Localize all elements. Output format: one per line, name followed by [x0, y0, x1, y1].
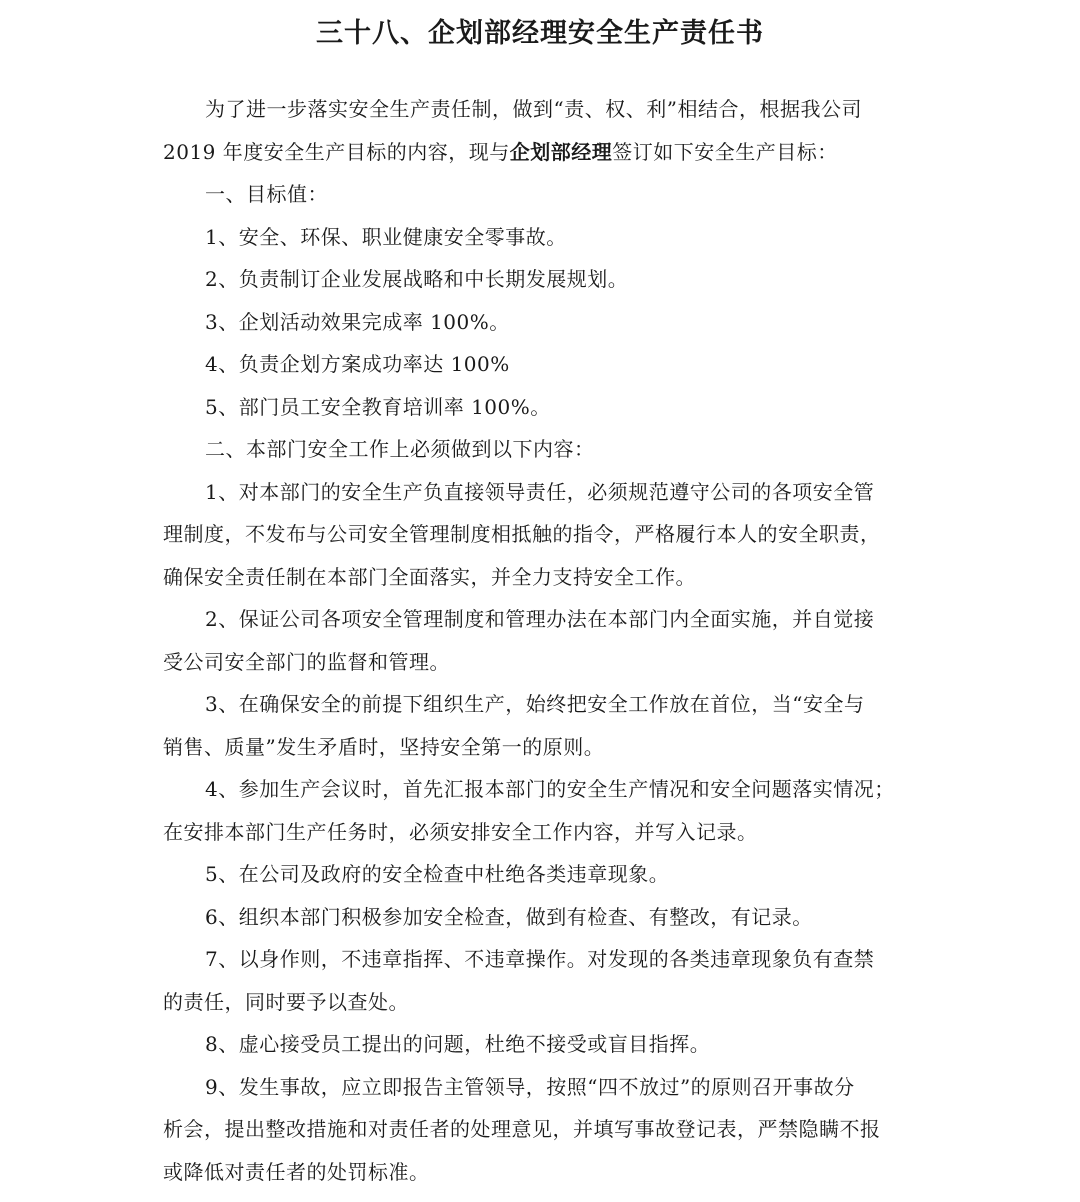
target-item: 3、企划活动效果完成率 100%。	[205, 309, 510, 334]
duty-item-line: 2、保证公司各项安全管理制度和管理办法在本部门内全面实施，并自觉接	[205, 607, 875, 631]
target-item: 5、部门员工安全教育培训率 100%。	[205, 394, 551, 419]
duty-item-line: 3、在确保安全的前提下组织生产，始终把安全工作放在首位，当“安全与	[205, 692, 865, 716]
duty-item-line: 或降低对责任者的处罚标准。	[163, 1159, 430, 1184]
intro-party-name: 企划部经理	[509, 139, 613, 164]
duty-item-line: 理制度，不发布与公司安全管理制度相抵触的指令，严格履行本人的安全职责，	[163, 522, 881, 546]
intro-line-1: 为了进一步落实安全生产责任制，做到“责、权、利”相结合，根据我公司	[205, 97, 862, 121]
duty-item-line: 受公司安全部门的监督和管理。	[163, 649, 450, 674]
duty-item-line: 4、参加生产会议时，首先汇报本部门的安全生产情况和安全问题落实情况；	[205, 777, 895, 801]
duty-item-line: 5、在公司及政府的安全检查中杜绝各类违章现象。	[205, 862, 670, 886]
section1-heading: 一、目标值：	[205, 182, 328, 206]
intro-text-pre: 2019 年度安全生产目标的内容，现与	[163, 139, 510, 164]
intro-text-post: 签订如下安全生产目标：	[612, 139, 838, 164]
target-item: 1、安全、环保、职业健康安全零事故。	[205, 224, 567, 249]
duty-item-line: 确保安全责任制在本部门全面落实，并全力支持安全工作。	[163, 564, 696, 589]
target-item: 2、负责制订企业发展战略和中长期发展规划。	[205, 267, 629, 291]
duty-item-line: 7、以身作则，不违章指挥、不违章操作。对发现的各类违章现象负有查禁	[205, 947, 875, 971]
duty-item-line: 9、发生事故，应立即报告主管领导，按照“四不放过”的原则召开事故分	[205, 1074, 855, 1099]
duty-item-line: 在安排本部门生产任务时，必须安排安全工作内容，并写入记录。	[163, 819, 758, 844]
document-body	[163, 88, 918, 1193]
duty-item-line: 析会，提出整改措施和对责任者的处理意见，并填写事故登记表，严禁隐瞒不报	[163, 1117, 881, 1141]
duty-item-line: 销售、质量”发生矛盾时，坚持安全第一的原则。	[163, 734, 605, 759]
duty-item-line: 的责任，同时要予以查处。	[163, 989, 409, 1014]
intro-line-2	[163, 131, 918, 174]
document-title: 三十八、企划部经理安全生产责任书	[316, 18, 764, 49]
duty-item-line: 1、对本部门的安全生产负直接领导责任，必须规范遵守公司的各项安全管	[205, 479, 875, 504]
duty-item-line: 8、虚心接受员工提出的问题，杜绝不接受或盲目指挥。	[205, 1032, 711, 1056]
target-item: 4、负责企划方案成功率达 100%	[205, 352, 510, 376]
duty-item-line: 6、组织本部门积极参加安全检查，做到有检查、有整改，有记录。	[205, 904, 813, 929]
section2-heading: 二、本部门安全工作上必须做到以下内容：	[205, 437, 595, 461]
